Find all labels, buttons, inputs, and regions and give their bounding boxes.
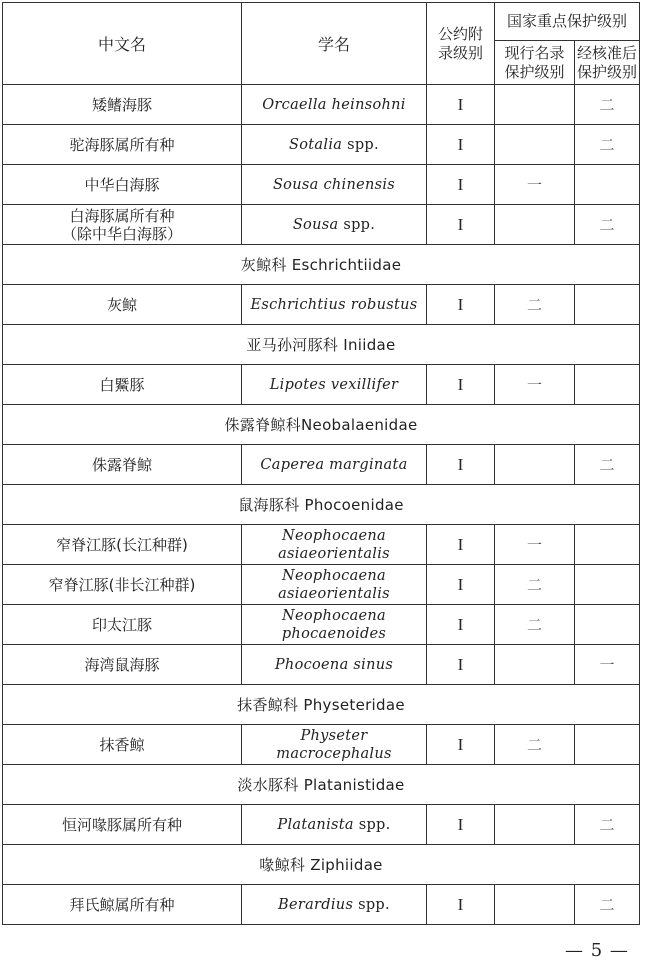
current-level-cell: 一 — [495, 365, 575, 405]
scientific-name-cell — [242, 525, 427, 565]
current-level-cell: 二 — [495, 565, 575, 605]
chinese-name-cell — [3, 125, 242, 165]
appendix-level-cell: I — [427, 565, 495, 605]
header-appendix-line2: 录级别 — [437, 43, 483, 62]
chinese-name-line: 矮鳍海豚 — [91, 95, 152, 114]
scientific-name-cell — [242, 205, 427, 245]
approved-level-cell: 二 — [575, 205, 640, 245]
family-label: 侏露脊鲸科Neobalaenidae — [3, 405, 640, 445]
scientific-name-italic: Caperea marginata — [260, 456, 408, 473]
appendix-level-cell: I — [427, 805, 495, 845]
chinese-name-cell — [3, 365, 242, 405]
header-national-protection: 国家重点保护级别 — [495, 3, 640, 41]
scientific-name-cell — [242, 885, 427, 925]
current-level-cell: 二 — [495, 285, 575, 325]
chinese-name-line: 窄脊江豚(长江种群) — [56, 535, 188, 554]
chinese-name-line: 抹香鲸 — [99, 735, 145, 754]
chinese-name-cell — [3, 805, 242, 845]
chinese-name-line: 恒河喙豚属所有种 — [61, 815, 182, 834]
appendix-level-cell: I — [427, 85, 495, 125]
current-level-cell: 一 — [495, 525, 575, 565]
scientific-name-cell — [242, 445, 427, 485]
approved-level-cell: 一 — [575, 645, 640, 685]
scientific-name-italic: Sousa chinensis — [272, 176, 396, 193]
appendix-level-cell: I — [427, 125, 495, 165]
approved-level-cell — [575, 605, 640, 645]
chinese-name-line: 印太江豚 — [91, 615, 152, 634]
species-row — [3, 525, 640, 565]
family-label: 喙鲸科 Ziphiidae — [3, 845, 640, 885]
chinese-name-cell — [3, 725, 242, 765]
current-level-cell — [495, 885, 575, 925]
chinese-name-cell — [3, 85, 242, 125]
current-level-cell: 一 — [495, 165, 575, 205]
chinese-name-cell — [3, 605, 242, 645]
appendix-level-cell: I — [427, 285, 495, 325]
current-level-cell — [495, 125, 575, 165]
appendix-level-cell: I — [427, 165, 495, 205]
scientific-name-cell — [242, 605, 427, 645]
current-level-cell: 二 — [495, 725, 575, 765]
header-current-line1: 现行名录 — [504, 43, 565, 62]
current-level-cell — [495, 805, 575, 845]
appendix-level-cell: I — [427, 645, 495, 685]
appendix-level-cell: I — [427, 885, 495, 925]
appendix-level-cell: I — [427, 445, 495, 485]
chinese-name-line: 白鱀豚 — [99, 375, 145, 394]
family-label: 鼠海豚科 Phocoenidae — [3, 485, 640, 525]
species-row — [3, 885, 640, 925]
appendix-level-cell: I — [427, 605, 495, 645]
family-row — [3, 405, 640, 445]
family-row — [3, 245, 640, 285]
scientific-name-cell — [242, 125, 427, 165]
table-body — [3, 85, 640, 925]
page-number: — 5 — — [565, 940, 629, 961]
chinese-name-line: 侏露脊鲸 — [91, 455, 152, 474]
chinese-name-line: 灰鲸 — [106, 295, 137, 314]
species-row — [3, 445, 640, 485]
approved-level-cell: 二 — [575, 85, 640, 125]
chinese-name-cell — [3, 285, 242, 325]
family-row — [3, 685, 640, 725]
family-label: 灰鲸科 Eschrichtiidae — [3, 245, 640, 285]
chinese-name-line: 中华白海豚 — [84, 175, 160, 194]
family-label: 淡水豚科 Platanistidae — [3, 765, 640, 805]
species-row — [3, 605, 640, 645]
family-label: 抹香鲸科 Physeteridae — [3, 685, 640, 725]
scientific-name-italic: Orcaella heinsohni — [262, 96, 406, 113]
species-row — [3, 645, 640, 685]
approved-level-cell: 二 — [575, 445, 640, 485]
family-row — [3, 845, 640, 885]
scientific-name-cell — [242, 85, 427, 125]
appendix-level-cell: I — [427, 365, 495, 405]
header-approved-level — [575, 41, 640, 85]
species-row — [3, 85, 640, 125]
approved-level-cell — [575, 365, 640, 405]
species-row — [3, 565, 640, 605]
chinese-name-line: 窄脊江豚(非长江种群) — [48, 575, 196, 594]
chinese-name-line: （除中华白海豚） — [61, 224, 182, 243]
scientific-name-italic: Platanista — [277, 816, 354, 833]
family-row — [3, 325, 640, 365]
species-row — [3, 165, 640, 205]
family-label: 亚马孙河豚科 Iniidae — [3, 325, 640, 365]
species-row — [3, 125, 640, 165]
chinese-name-cell — [3, 205, 242, 245]
header-appendix-line1: 公约附 — [437, 24, 483, 43]
species-protection-table — [2, 2, 640, 925]
scientific-name-suffix: spp. — [338, 216, 376, 233]
family-row — [3, 485, 640, 525]
chinese-name-line: 拜氏鲸属所有种 — [69, 895, 175, 914]
header-chinese-name: 中文名 — [3, 3, 242, 85]
header-approved-line2: 保护级别 — [577, 62, 638, 81]
header-current-line2: 保护级别 — [504, 62, 565, 81]
scientific-name-cell — [242, 725, 427, 765]
current-level-cell — [495, 205, 575, 245]
scientific-name-italic: asiaeorientalis — [278, 545, 390, 562]
scientific-name-italic: Neophocaena — [282, 607, 386, 624]
scientific-name-italic: Neophocaena — [282, 527, 386, 544]
chinese-name-line: 白海豚属所有种 — [69, 206, 175, 225]
current-level-cell: 二 — [495, 605, 575, 645]
scientific-name-italic: Eschrichtius robustus — [250, 296, 418, 313]
species-row — [3, 725, 640, 765]
species-row — [3, 365, 640, 405]
chinese-name-cell — [3, 565, 242, 605]
appendix-level-cell: I — [427, 525, 495, 565]
scientific-name-italic: phocaenoides — [281, 625, 387, 642]
scientific-name-cell — [242, 365, 427, 405]
chinese-name-cell — [3, 645, 242, 685]
scientific-name-italic: Neophocaena — [282, 567, 386, 584]
approved-level-cell: 二 — [575, 885, 640, 925]
scientific-name-cell — [242, 285, 427, 325]
approved-level-cell: 二 — [575, 805, 640, 845]
approved-level-cell — [575, 285, 640, 325]
current-level-cell — [495, 645, 575, 685]
chinese-name-cell — [3, 525, 242, 565]
scientific-name-italic: Sousa — [292, 216, 339, 233]
appendix-level-cell: I — [427, 205, 495, 245]
approved-level-cell — [575, 725, 640, 765]
header-appendix-level — [427, 3, 495, 85]
scientific-name-cell — [242, 165, 427, 205]
scientific-name-suffix: spp. — [353, 816, 391, 833]
scientific-name-italic: Lipotes vexillifer — [269, 376, 399, 393]
current-level-cell — [495, 445, 575, 485]
current-level-cell — [495, 85, 575, 125]
scientific-name-italic: Sotalia — [289, 136, 343, 153]
approved-level-cell — [575, 525, 640, 565]
scientific-name-cell — [242, 565, 427, 605]
header-scientific-name: 学名 — [242, 3, 427, 85]
chinese-name-cell — [3, 885, 242, 925]
scientific-name-cell — [242, 805, 427, 845]
species-row — [3, 205, 640, 245]
scientific-name-cell — [242, 645, 427, 685]
chinese-name-cell — [3, 445, 242, 485]
species-row — [3, 285, 640, 325]
scientific-name-italic: Physeter macrocephalus — [276, 727, 392, 762]
scientific-name-italic: Berardius — [278, 896, 354, 913]
chinese-name-cell — [3, 165, 242, 205]
scientific-name-italic: Phocoena sinus — [274, 656, 394, 673]
header-current-level — [495, 41, 575, 85]
scientific-name-suffix: spp. — [353, 896, 390, 913]
appendix-level-cell: I — [427, 725, 495, 765]
family-row — [3, 765, 640, 805]
approved-level-cell — [575, 165, 640, 205]
approved-level-cell: 二 — [575, 125, 640, 165]
header-approved-line1: 经核准后 — [577, 43, 638, 62]
species-row — [3, 805, 640, 845]
scientific-name-italic: asiaeorientalis — [278, 585, 390, 602]
chinese-name-line: 驼海豚属所有种 — [69, 135, 175, 154]
chinese-name-line: 海湾鼠海豚 — [84, 655, 160, 674]
approved-level-cell — [575, 565, 640, 605]
scientific-name-suffix: spp. — [342, 136, 379, 153]
